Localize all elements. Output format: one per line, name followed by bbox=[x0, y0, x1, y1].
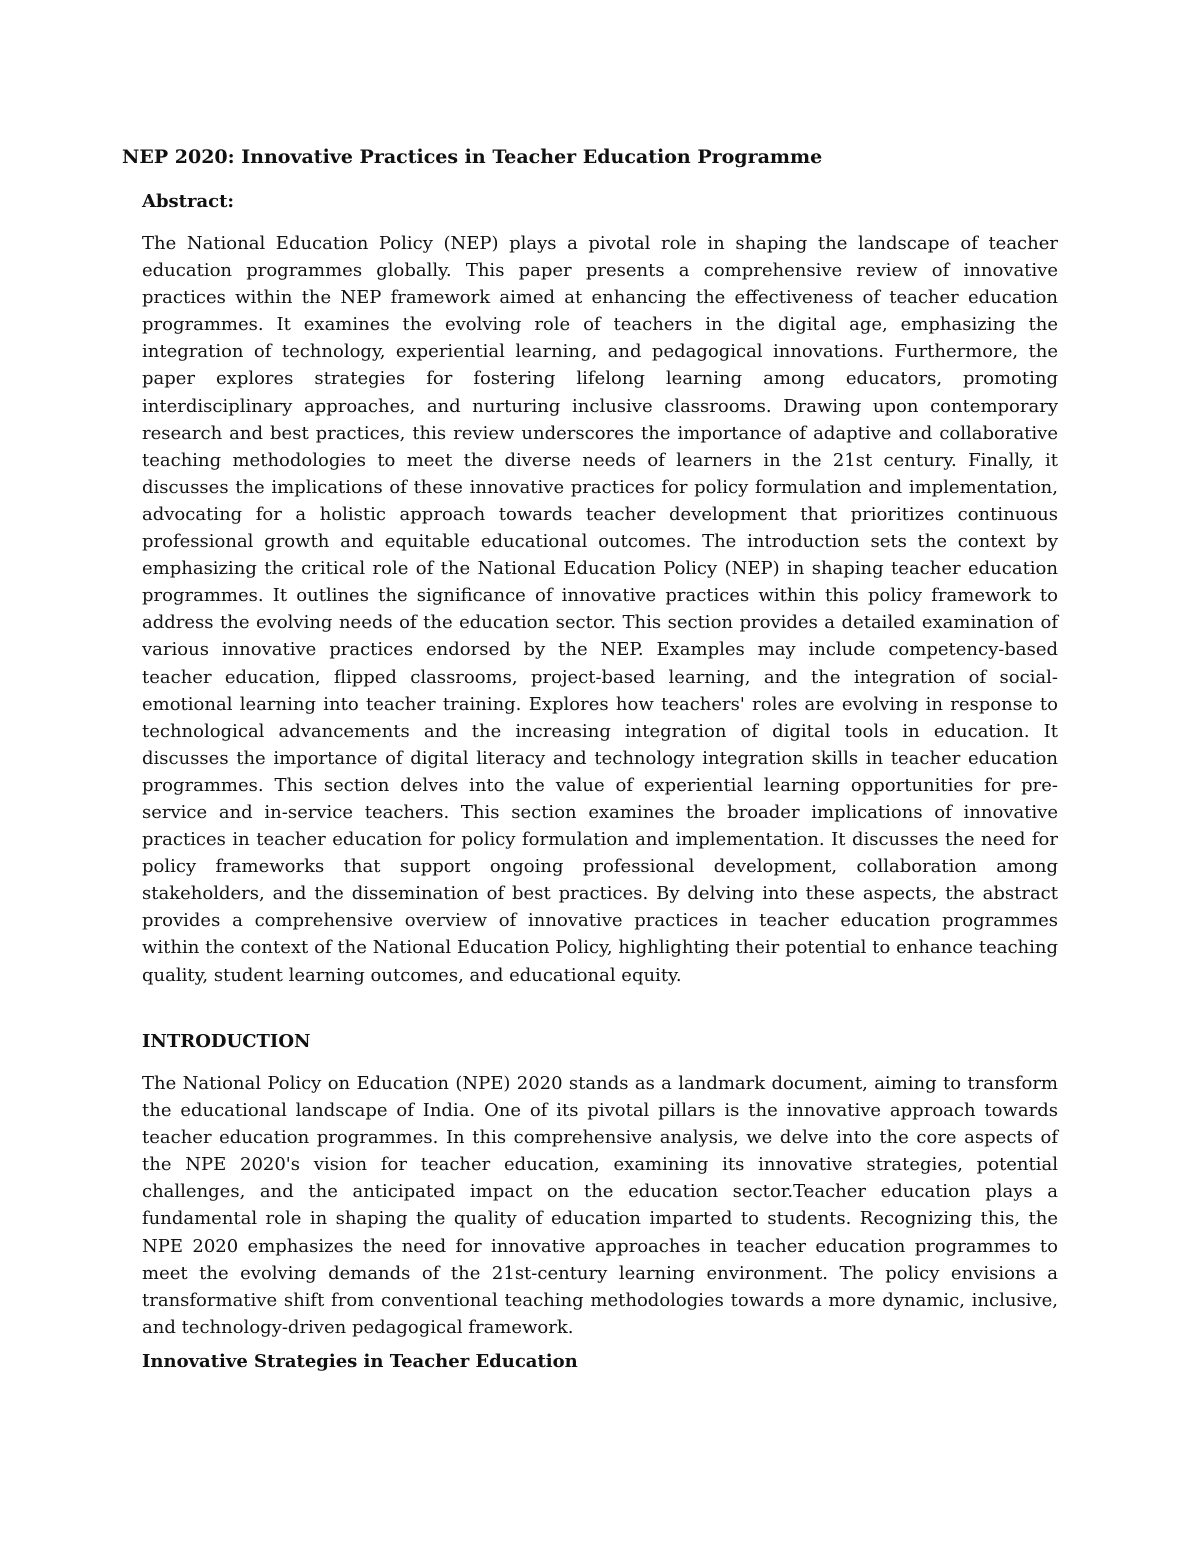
document-title: NEP 2020: Innovative Practices in Teacher Education Programme bbox=[122, 146, 823, 168]
strategies-heading: Innovative Strategies in Teacher Education bbox=[142, 1351, 578, 1372]
abstract-paragraph: The National Education Policy (NEP) plays a pivotal role in shaping the landscape of teacher education programmes globally. This paper presents a comprehensive review of innovative practices within the NEP framework aimed at enhancing the effectiveness of teacher education programmes. It examines the evolving role of teachers in the digital age, emphasizing the integration of technology, experiential learning, and pedagogical innovations. Furthermore, the paper explores strategies for fostering lifelong learning among educators, promoting interdisciplinary approaches, and nurturing inclusive classrooms. Drawing upon contemporary research and best practices, this review underscores the importance of adaptive and collaborative teaching methodologies to meet the diverse needs of learners in the 21st century. Finally, it discusses the implications of these innovative practices for policy formulation and implementation, advocating for a holistic approach towards teacher development that prioritizes continuous professional growth and equitable educational outcomes. The introduction sets the context by emphasizing the critical role of the National Education Policy (NEP) in shaping teacher education programmes. It outlines the significance of innovative practices within this policy framework to address the evolving needs of the education sector. This section provides a detailed examination of various innovative practices endorsed by the NEP. Examples may include competency-based teacher education, flipped classrooms, project-based learning, and the integration of social-emotional learning into teacher training. Explores how teachers' roles are evolving in response to technological advancements and the increasing integration of digital tools in education. It discusses the importance of digital literacy and technology integration skills in teacher education programmes. This section delves into the value of experiential learning opportunities for pre-service and in-service teachers. This section examines the broader implications of innovative practices in teacher education for policy formulation and implementation. It discusses the need for policy frameworks that support ongoing professional development, collaboration among stakeholders, and the dissemination of best practices. By delving into these aspects, the abstract provides a comprehensive overview of innovative practices in teacher education programmes within the context of the National Education Policy, highlighting their potential to enhance teaching quality, student learning outcomes, and educational equity. bbox=[142, 233, 1058, 986]
abstract-heading: Abstract: bbox=[142, 191, 235, 212]
introduction-paragraph: The National Policy on Education (NPE) 2020 stands as a landmark document, aiming to transform the educational landscape of India. One of its pivotal pillars is the innovative approach towards teacher education programmes. In this comprehensive analysis, we delve into the core aspects of the NPE 2020's vision for teacher education, examining its innovative strategies, potential challenges, and the anticipated impact on the education sector.Teacher education plays a fundamental role in shaping the quality of education imparted to students. Recognizing this, the NPE 2020 emphasizes the need for innovative approaches in teacher education programmes to meet the evolving demands of the 21st-century learning environment. The policy envisions a transformative shift from conventional teaching methodologies towards a more dynamic, inclusive, and technology-driven pedagogical framework. bbox=[142, 1073, 1058, 1338]
introduction-heading: INTRODUCTION bbox=[142, 1031, 311, 1052]
